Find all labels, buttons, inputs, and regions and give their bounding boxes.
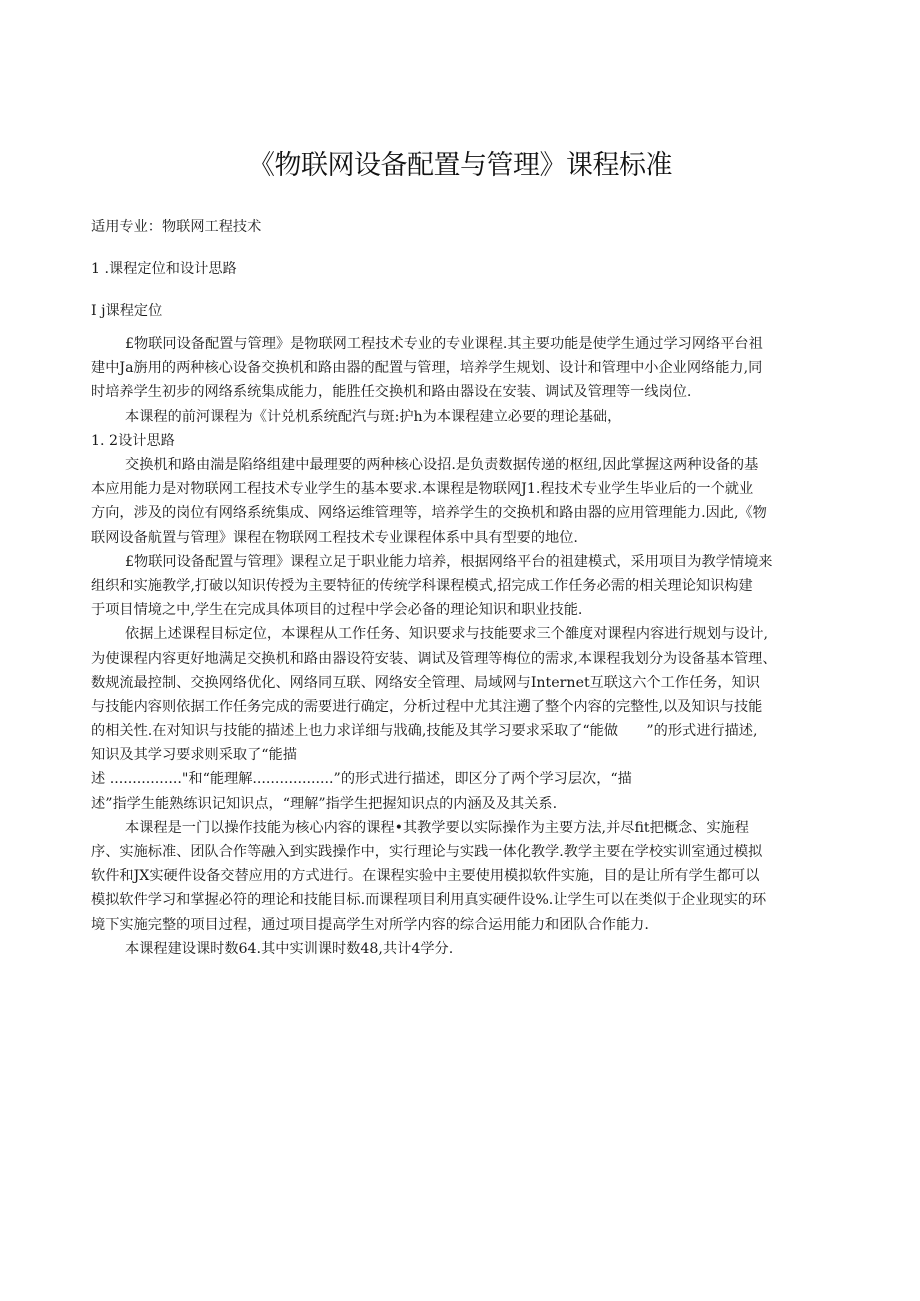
paragraph-line: 知识及其学习要求则采取了“能描	[91, 747, 297, 764]
paragraph-line: 依据上述课程目标定位，本课程从工作任务、知识要求与技能要求三个雒度对课程内容进行规划与设计,	[125, 626, 768, 643]
subsection-heading: I j课程定位	[91, 303, 163, 320]
paragraph-line: 联网设备航置与管理》课程在物联网工程技术专业课程体系中具有型要的地位.	[91, 529, 578, 546]
paragraph-line: 本课程的前河课程为《计兑机系统配汽与斑:护h为本课程建立必要的理论基础，	[125, 408, 622, 425]
paragraph-line: 数规流最控制、交换网络优化、网络同互联、网络安全管理、局域网与Internet互联这六个工作任务，知识	[91, 674, 760, 691]
paragraph-line: 组织和实施教学,打破以知识传授为主要特征的传统学科课程模式,招完成工作任务必需的相关理论知识构建	[91, 577, 753, 594]
paragraph-line: 述 ................"和“能理解..................”的形式进行描述，即区分了两个学习层次，“描	[91, 771, 632, 788]
paragraph-line: 建中Ja旃用的两种核心设备交换机和路由器的配置与管理，培养学生规划、设计和管理中小企业网络能力,同	[91, 360, 763, 377]
paragraph-line: 本应用能力是对物联网工程技术专业学生的基本要求.本课程是物联网J1.程技术专业学生毕业后的一个就业	[91, 481, 754, 498]
paragraph-line: 模拟软件学习和掌握必符的理论和技能目标.而课程项目利用真实硬件设%.让学生可以在类似于企业现实的环	[91, 892, 767, 909]
paragraph-line: 交换机和路由湍是陷络组建中最理要的两种核心设招.是负责数据传递的枢纽,因此掌握这两种设备的基	[125, 457, 759, 473]
subsection-heading: 1. 2设计思路	[91, 432, 175, 449]
document-title: 《物联网设备配置与管理》课程标准	[248, 150, 672, 181]
paragraph-line: 的相关性.在对知识与技能的描述上也力求详细与戕确,技能及其学习要求采取了“能做 ”的形式进行描述,	[91, 723, 758, 740]
paragraph-line: 境下实施完整的项目过程，通过项目提高学生对所学内容的综合运用能力和团队合作能力.	[91, 916, 649, 933]
paragraph-line: 为使课程内容更好地满足交换机和路由器设符安装、调试及管理等梅位的需求,本课程我划分为设备基本管理、	[91, 650, 777, 667]
paragraph-line: 序、实施标准、团队合作等融入到实践操作中，实行理论与实践一体化教学.教学主要在学校实训室通过模拟	[91, 844, 763, 860]
document-body	[91, 215, 827, 961]
paragraph-line: 与技能内容则依据工作任务完成的需要进行确定，分析过程中尤其注遡了整个内容的完整性,以及知识与技能	[91, 698, 763, 715]
paragraph-line: 软件和JX实硬件设备交替应用的方式进行。在课程实验中主要使用模拟软件实施，目的是让所有学生都可以	[91, 868, 760, 885]
applicable-major: 适用专业：物联网工程技术	[91, 219, 262, 235]
paragraph-line: 于项目情境之中,学生在完成具体项目的过程中学会必备的理论知识和职业技能.	[91, 602, 583, 619]
paragraph-line: 方向，涉及的岗位有网络系统集成、网络运维管理等，培养学生的交换机和路由器的应用管理能力.因此,《物	[91, 505, 767, 522]
paragraph-line: £物联冋设备配置与管理》课程立足于职业能力培养，根据网络平台的祖建模式，采用项目为教学情境来	[125, 553, 773, 570]
paragraph-line: 时培养学生初步的网络系统集成能力，能胜任交换机和路由器设在安装、调试及管理等一线岗位.	[91, 384, 692, 401]
paragraph-line: £物联冋设备配置与管理》是物联网工程技术专业的专业课程.其主要功能是使学生通过学习网络平台祖	[125, 336, 763, 353]
section-heading: 1 .课程定位和设计思路	[91, 261, 237, 278]
paragraph-line: 述”指学生能熟练识记知识点，“理解”指学生把握知识点的内涵及及其关系.	[91, 795, 558, 812]
paragraph-line: 本课程是一门以操作技能为核心内容的课程•其教学要以实际操作为主要方法,并尽fit把概念、实施程	[125, 819, 749, 836]
paragraph-line: 本课程建设课时数64.其中实训课时数48,共计4学分.	[125, 940, 454, 957]
